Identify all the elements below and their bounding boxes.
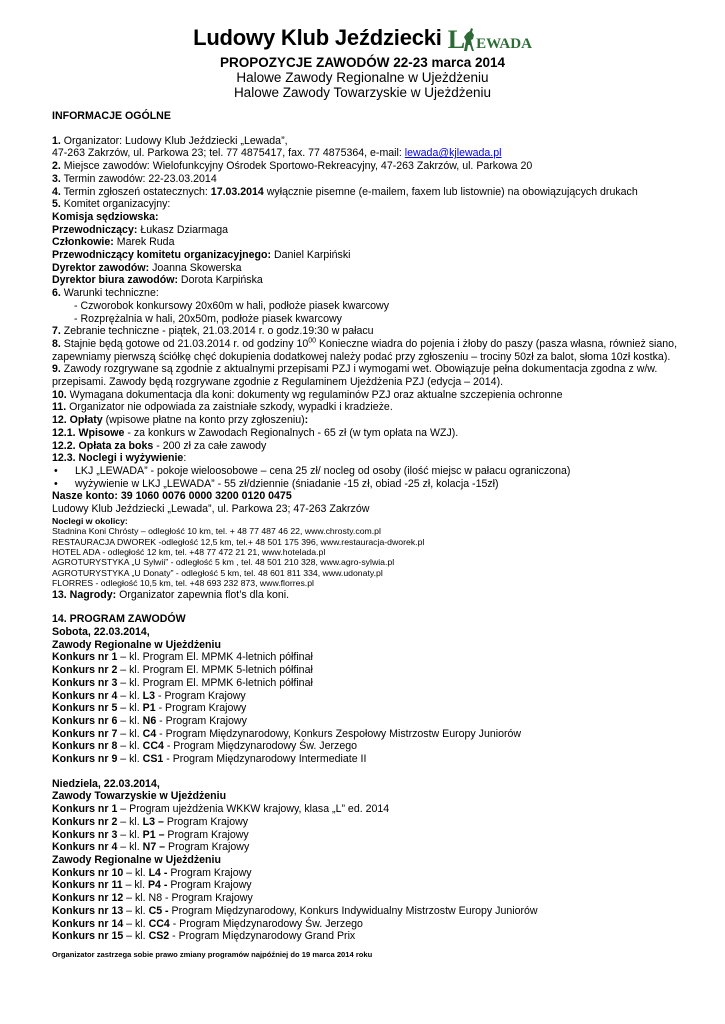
nearby-lodging-item: FLORRES - odległość 10,5 km, tel. +48 693 232 873, www.florres.pl [52, 578, 314, 589]
document-header [0, 22, 725, 100]
item-liability: 11. Organizator nie odpowiada za zaistniałe szkody, wypadki i kradzieże. [52, 401, 393, 414]
class-row [52, 715, 692, 728]
day2-date: Niedziela, 22.03.2014, [52, 777, 160, 790]
day2-competition-type-regional: Zawody Regionalne w Ujeżdżeniu [52, 854, 221, 866]
program-heading: 14. PROGRAM ZAWODÓW [52, 613, 186, 626]
class-label: Konkurs nr 6 [52, 714, 118, 727]
class-row [52, 753, 692, 766]
class-program: - Program Krajowy [155, 702, 247, 715]
item-prizes: 13. Nagrody: Organizator zapewnia flot’s dla koni. [52, 588, 290, 601]
title-row [0, 22, 725, 54]
nearby-lodging-item: HOTEL ADA - odległość 12 km, tel. +48 77 472 21 21, www.hotelada.pl [52, 547, 326, 558]
footer-note: Organizator zastrzega sobie prawo zmiany programów najpóźniej do 19 marca 2014 roku [52, 949, 373, 959]
club-title: Ludowy Klub Jeździecki [193, 25, 442, 50]
class-row [52, 803, 692, 816]
class-row [52, 677, 692, 690]
day1-competition-type: Zawody Regionalne w Ujeżdżeniu [52, 638, 221, 651]
class-code: P4 - [147, 879, 168, 892]
class-label: Konkurs nr 4 [52, 689, 118, 702]
logo-letter: L [447, 25, 466, 54]
nearby-lodging-item: AGROTURYSTYKA „U Donaty” - odległość 5 km, tel. 48 601 811 334, www.udonaty.pl [52, 567, 383, 578]
class-row [52, 728, 692, 741]
class-row [52, 879, 692, 892]
class-program: Program Krajowy [164, 828, 249, 841]
document-subtitle: PROPOZYCJE ZAWODÓW 22-23 marca 2014 [219, 55, 506, 70]
class-level: – kl. [123, 904, 149, 917]
class-program: - Program Krajowy [155, 689, 246, 702]
day2-regional-class-list [52, 867, 692, 943]
class-program: - Program Międzynarodowy Św. Jerzego [163, 740, 357, 753]
class-program: Program Krajowy [167, 866, 252, 879]
class-level: – kl. [117, 841, 143, 854]
class-level: – kl. [117, 714, 143, 727]
class-code: L3 [142, 689, 156, 702]
item-stables: 8. Stajnie będą gotowe od 21.03.2014 r. od godziny $10^{00}$ Konieczne wiadra do pojenia i żłoby do paszy (pasza własna, również siano, zapewniamy pierwszą ściółkę chęć dokupienia dodatkowej należy podać przy zgłoszeniu – trociny 50zł za balot, słoma 10zł kostka). [52, 337, 678, 363]
item-venue: 2. Miejsce zawodów: Wielofunkcyjny Ośrodek Sportowo-Rekreacyjny, 47-263 Zakrzów, ul. Parkowa 20 [52, 160, 533, 173]
item-meeting: 7. Zebranie techniczne - piątek, 21.03.2014 r. o godz.19:30 w pałacu [52, 325, 374, 338]
class-label: Konkurs nr 1 [52, 651, 118, 664]
judge-members: Członkowie: Marek Ruda [52, 236, 175, 249]
document-body [52, 110, 692, 962]
class-label: Konkurs nr 13 [52, 904, 124, 917]
class-level: – kl. [122, 879, 148, 892]
day1-class-list [52, 651, 692, 765]
event-name-regional: Halowe Zawody Regionalne w Ujeżdżeniu [236, 70, 489, 85]
item-documents: 10. Wymagana dokumentacja dla koni: dokumenty wg regulaminów PZJ oraz aktualne szczepienia ochronne [52, 388, 563, 401]
day2-class-list [52, 803, 692, 854]
nearby-lodging-item: AGROTURYSTYKA „U Sylwii” - odległość 5 km , tel. 48 501 210 328, www.agro-sylwia.pl [52, 557, 395, 568]
fee-entry: 12.1. Wpisowe - za konkurs w Zawodach Regionalnych - 65 zł (w tym opłata na WZJ). [52, 426, 459, 439]
class-row [52, 816, 692, 829]
item-dates: 3. Termin zawodów: 22-23.03.2014 [52, 172, 217, 185]
section-heading-general: INFORMACJE OGÓLNE [52, 110, 171, 122]
class-row [52, 651, 692, 664]
class-program: - Program Międzynarodowy Intermediate II [163, 753, 367, 766]
class-label: Konkurs nr 14 [52, 917, 124, 930]
bank-account: Nasze konto: 39 1060 0076 0000 3200 0120 0475 [52, 490, 292, 503]
class-row [52, 664, 692, 677]
class-level: – kl. [123, 917, 149, 930]
class-code: L3 – [142, 815, 164, 828]
class-row [52, 918, 692, 931]
nearby-lodging-heading: Noclegi w okolicy: [52, 515, 128, 526]
office-director: Dyrektor biura zawodów: Dorota Karpińska [52, 274, 263, 287]
nearby-lodging-item: RESTAURACJA DWOREK -odległość 12,5 km, tel.+ 48 501 175 396, www.restauracja-dworek.pl [52, 536, 425, 547]
class-program: Program Krajowy [163, 815, 249, 828]
class-program: Program Krajowy [167, 879, 252, 892]
class-row [52, 829, 692, 842]
item-rules: 9. Zawody rozgrywane są zgodnie z aktualnymi przepisami PZJ i wymogami wet. Obowiązuje pełna dokumentacja zgodna z w/w. przepisami. Zawody będą rozgrywane zgodnie z Regulaminem Ujeżdżenia PZJ (edycja – 2014). [52, 363, 658, 389]
class-label: Konkurs nr 7 [52, 727, 118, 740]
item-technical: 6. Warunki techniczne: [52, 287, 159, 300]
class-code: C4 [142, 727, 157, 740]
class-label: Konkurs nr 4 [52, 841, 118, 854]
class-label: Konkurs nr 3 [52, 676, 118, 689]
class-code: CS1 [142, 753, 164, 766]
event-name-social: Halowe Zawody Towarzyskie w Ujeżdżeniu [233, 85, 492, 100]
class-label: Konkurs nr 1 [52, 803, 118, 816]
class-level: – kl. [117, 828, 143, 841]
organizing-chair: Przewodniczący komitetu organizacyjnego: Daniel Karpiński [52, 249, 351, 262]
class-label: Konkurs nr 5 [52, 702, 118, 715]
class-program: - Program Międzynarodowy, Konkurs Zespołowy Mistrzostw Europy Juniorów [156, 727, 522, 740]
class-level: – kl. [123, 930, 149, 943]
judges-heading: Komisja sędziowska: [52, 210, 159, 223]
class-label: Konkurs nr 8 [52, 740, 118, 753]
technical-arena: - Czworobok konkursowy 20x60m w hali, podłoże piasek kwarcowy [74, 299, 390, 312]
class-code: CS2 [148, 930, 170, 943]
logo-text: EWADA [476, 36, 532, 52]
class-row [52, 867, 692, 880]
class-code: N7 – [142, 841, 166, 854]
item-deadline: 4. Termin zgłoszeń ostatecznych: 17.03.2014 wyłącznie pisemne (e-mailem, faxem lub listownie) na obowiązujących drukach [52, 185, 638, 198]
class-label: Konkurs nr 2 [52, 815, 118, 828]
class-row [52, 892, 692, 905]
horse-rider-icon [461, 27, 477, 53]
class-code: N6 [142, 714, 157, 727]
class-level: – kl. [117, 689, 143, 702]
class-level: – kl. [117, 753, 143, 766]
class-label: Konkurs nr 15 [52, 930, 124, 943]
class-code: P1 – [142, 828, 165, 841]
class-code: CC4 [148, 917, 170, 930]
class-program: - Program Międzynarodowy Grand Prix [169, 930, 356, 943]
class-label: Konkurs nr 9 [52, 753, 118, 766]
class-row [52, 690, 692, 703]
class-level: – kl. [117, 740, 143, 753]
class-label: Konkurs nr 10 [52, 866, 124, 879]
bank-account-owner: Ludowy Klub Jeździecki „Lewada”, ul. Parkowa 23; 47-263 Zakrzów [52, 503, 370, 516]
class-code: CC4 [142, 740, 164, 753]
class-level: – kl. Program El. MPMK 5-letnich półfinał [117, 664, 313, 677]
technical-warmup: - Rozprężalnia w hali, 20x50m, podłoże piasek kwarcowy [74, 312, 342, 325]
class-label: Konkurs nr 12 [52, 892, 124, 905]
chief-judge: Przewodniczący: Łukasz Dziarmaga [52, 223, 229, 236]
item-committee: 5. Komitet organizacyjny: [52, 198, 171, 211]
class-program: - Program Krajowy [156, 714, 247, 727]
class-level: – kl. [123, 866, 149, 879]
class-level: – kl. N8 - Program Krajowy [123, 892, 253, 905]
lodging-rooms: • LKJ „LEWADA” - pokoje wieloosobowe – cena 25 zł/ nocleg od osoby (ilość miejsc w pałacu ograniczona) [52, 465, 692, 478]
class-level: – kl. Program El. MPMK 4-letnich półfinał [117, 651, 313, 664]
class-row [52, 930, 692, 943]
day2-competition-type: Zawody Towarzyskie w Ujeżdżeniu [52, 790, 227, 803]
class-row [52, 841, 692, 854]
item-fees: 12. Opłaty (wpisowe płatne na konto przy zgłoszeniu): [52, 414, 309, 427]
class-level: – kl. Program El. MPMK 6-letnich półfinał [117, 676, 313, 689]
fee-lodging: 12.3. Noclegi i wyżywienie: [52, 452, 187, 465]
class-program: - Program Międzynarodowy Św. Jerzego [169, 917, 363, 930]
class-program: Program Międzynarodowy, Konkurs Indywidualny Mistrzostw Europy Juniorów [168, 904, 538, 917]
class-level: – kl. [117, 727, 143, 740]
class-label: Konkurs nr 2 [52, 664, 118, 677]
class-row [52, 740, 692, 753]
class-code: P1 [142, 702, 156, 715]
lewada-logo [448, 23, 532, 53]
nearby-lodging-item: Stadnina Koni Chrósty – odległość 10 km, tel. + 48 77 487 46 22, www.chrosty.com.pl [52, 526, 381, 537]
fee-box: 12.2. Opłata za boks - 200 zł za całe zawody [52, 439, 267, 452]
class-code: C5 - [148, 904, 169, 917]
class-program: Program Krajowy [165, 841, 250, 854]
class-level: – kl. [117, 815, 143, 828]
class-level: – kl. [117, 702, 143, 715]
email-link[interactable]: lewada@kjlewada.pl [404, 147, 502, 160]
item-organizer-address: 47-263 Zakrzów, ul. Parkowa 23; tel. 77 4875417, fax. 77 4875364, e-mail: lewada@kjlewada.pl [52, 147, 502, 160]
class-row [52, 702, 692, 715]
event-director: Dyrektor zawodów: Joanna Skowerska [52, 261, 242, 274]
class-label: Konkurs nr 3 [52, 828, 118, 841]
class-row [52, 905, 692, 918]
class-label: Konkurs nr 11 [52, 879, 123, 892]
lodging-meals: • wyżywienie w LKJ „LEWADA” - 55 zł/dziennie (śniadanie -15 zł, obiad -25 zł, kolacja -15zł) [52, 478, 692, 491]
item-organizer: 1. Organizator: Ludowy Klub Jeździecki „Lewada”, [52, 134, 288, 147]
day1-date: Sobota, 22.03.2014, [52, 626, 150, 639]
class-level: – Program ujeżdżenia WKKW krajowy, klasa „L” ed. 2014 [117, 803, 390, 816]
class-code: L4 - [148, 866, 168, 879]
